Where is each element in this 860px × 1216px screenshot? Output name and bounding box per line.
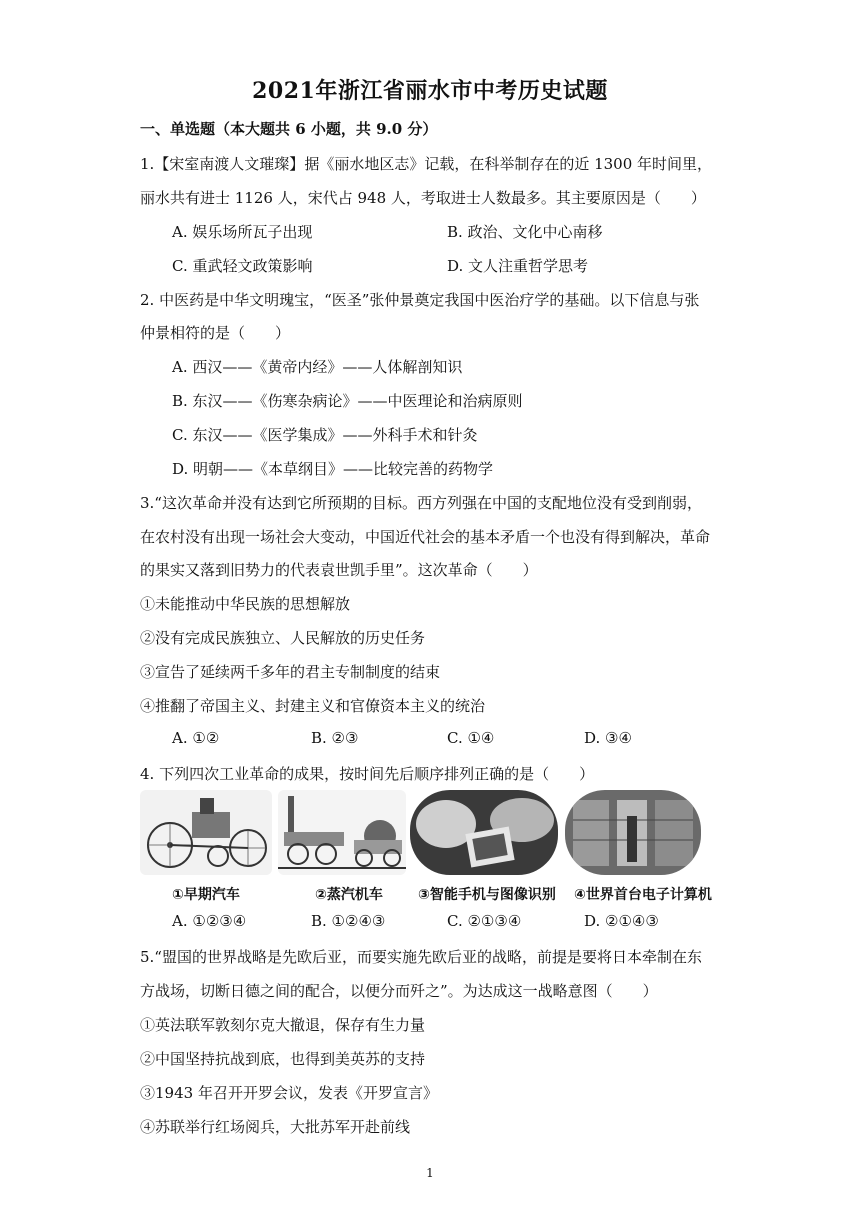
q4-option-c[interactable]: C. ②①③④ [447,912,522,930]
q2-option-a[interactable]: A. 西汉——《黄帝内经》——人体解剖知识 [172,358,463,376]
q3-statement-3: ③宣告了延续两千多年的君主专制制度的结束 [140,663,441,681]
q4-caption-3: ③智能手机与图像识别 [418,887,556,903]
q3-stem-line1: 3.“这次革命并没有达到它所预期的目标。西方列强在中国的支配地位没有受到削弱， [140,494,702,512]
page-title: 2021年浙江省丽水市中考历史试题 [252,78,608,104]
q1-option-b[interactable]: B. 政治、文化中心南移 [447,223,603,241]
q1-stem-line2: 丽水共有进士 1126 人，宋代占 948 人，考取进士人数最多。其主要原因是（ ） [140,189,706,207]
q5-stem-line2: 方战场，切断日德之间的配合，以便分而歼之”。为达成这一战略意图（ ） [140,982,658,1000]
q4-option-a[interactable]: A. ①②③④ [172,912,247,930]
q4-caption-1: ①早期汽车 [172,887,240,903]
q4-stem-line1: 4. 下列四次工业革命的成果，按时间先后顺序排列正确的是（ ） [140,765,595,783]
q3-stem-line2: 在农村没有出现一场社会大变动，中国近代社会的基本矛盾一个也没有得到解决，革命 [140,528,711,546]
q5-stem-line1: 5.“盟国的世界战略是先欧后亚，而要实施先欧后亚的战略，前提是要将日本牵制在东 [140,948,702,966]
q2-option-c[interactable]: C. 东汉——《医学集成》——外科手术和针灸 [172,426,478,444]
first-computer-image [565,790,701,875]
section-heading: 一、单选题（本大题共 6 小题，共 9.0 分） [140,120,438,138]
page-number: 1 [426,1166,434,1180]
steam-locomotive-image [278,790,406,875]
smartphone-image [410,790,558,875]
q4-caption-2: ②蒸汽机车 [315,887,383,903]
q5-statement-3: ③1943 年召开开罗会议，发表《开罗宣言》 [140,1084,438,1102]
q4-option-d[interactable]: D. ②①④③ [584,912,659,930]
q2-option-b[interactable]: B. 东汉——《伤寒杂病论》——中医理论和治病原则 [172,392,523,410]
q2-option-d[interactable]: D. 明朝——《本草纲目》——比较完善的药物学 [172,460,494,478]
q3-option-a[interactable]: A. ①② [172,729,220,747]
q5-statement-2: ②中国坚持抗战到底，也得到美英苏的支持 [140,1050,426,1068]
q3-option-c[interactable]: C. ①④ [447,729,495,747]
q1-option-c[interactable]: C. 重武轻文政策影响 [172,257,313,275]
q2-stem-line2: 仲景相符的是（ ） [140,324,291,342]
q4-caption-4: ④世界首台电子计算机 [574,887,712,903]
q1-option-d[interactable]: D. 文人注重哲学思考 [447,257,589,275]
q5-statement-1: ①英法联军敦刻尔克大撤退，保存有生力量 [140,1016,426,1034]
q3-option-b[interactable]: B. ②③ [311,729,359,747]
q3-option-d[interactable]: D. ③④ [584,729,632,747]
q4-option-b[interactable]: B. ①②④③ [311,912,386,930]
q2-stem-line1: 2. 中医药是中华文明瑰宝，“医圣”张仲景奠定我国中医治疗学的基础。以下信息与张 [140,291,700,309]
q1-stem-line1: 1.【宋室南渡人文璀璨】据《丽水地区志》记载，在科举制存在的近 1300 年时间里， [140,155,713,173]
q3-stem-line3: 的果实又落到旧势力的代表袁世凯手里”。这次革命（ ） [140,561,538,579]
q1-option-a[interactable]: A. 娱乐场所瓦子出现 [172,223,313,241]
q3-statement-1: ①未能推动中华民族的思想解放 [140,595,351,613]
q3-statement-4: ④推翻了帝国主义、封建主义和官僚资本主义的统治 [140,697,486,715]
early-car-image [140,790,272,875]
q5-statement-4: ④苏联举行红场阅兵，大批苏军开赴前线 [140,1118,411,1136]
q3-statement-2: ②没有完成民族独立、人民解放的历史任务 [140,629,426,647]
